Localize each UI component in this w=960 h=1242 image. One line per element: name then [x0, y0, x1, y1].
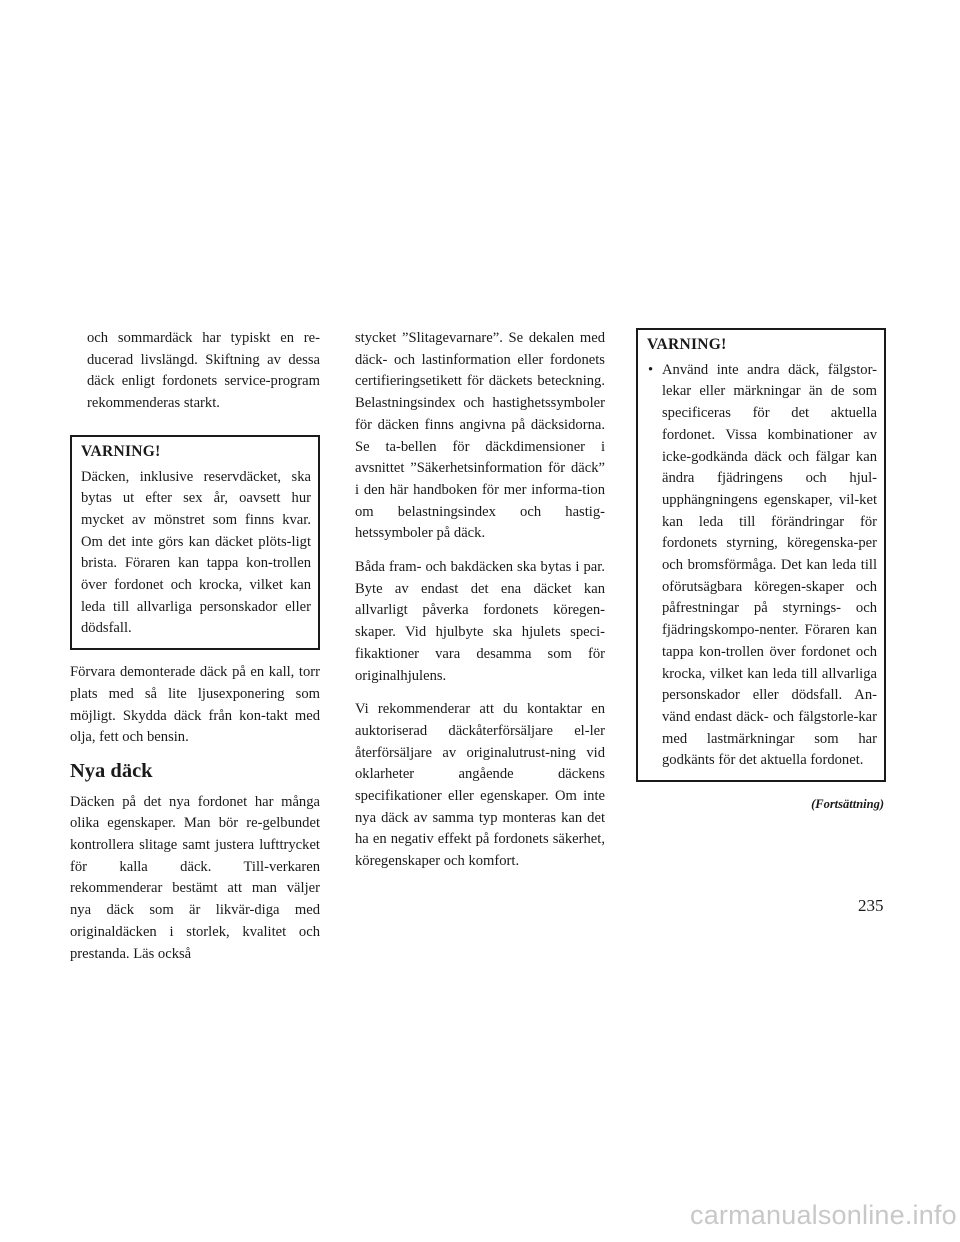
warning-text: Däcken, inklusive reservdäcket, ska bytas ut efter sex år, oavsett hur mycket av mönstret som finns kvar. Om det inte görs kan däcket plöts-ligt brista. Föraren kan tappa kon-trollen över fordonet och krocka, vilket kan leda till allvarliga personskador eller dödsfall. — [81, 468, 311, 637]
continued-label: (Fortsättning) — [811, 797, 884, 812]
page-number: 235 — [858, 896, 884, 915]
watermark: carmanualsonline.info — [690, 1200, 957, 1230]
intro-paragraph: och sommardäck har typiskt en re-ducerad livslängd. Skiftning av dessa däck enligt fordonets service-program rekommenderas starkt. — [87, 330, 320, 412]
section-heading-new-tires: Nya däck — [70, 759, 153, 782]
column-right — [636, 328, 886, 816]
warning-list — [647, 360, 877, 772]
warning-list-item-text: Använd inte andra däck, fälgstor-lekar eller märkningar än de som specificeras för det aktuella fordonet. Vissa kombinationer av icke-godkända däck och fälgar kan ändra fjädringens och hjul-upphängningens egenskaper, vil-ket kan leda till förändringar för fordonets styrning, köregenska-per och bromsförmåga. Det kan leda till oförutsägbara köregen-skaper och påfrestningar på styrnings- och fjädringskompo-nenter. Föraren kan tappa kon-trollen över fordonet och krocka, vilket kan leda till allvarliga personskador eller dödsfall. An-vänd endast däck- och fälgstorle-kar med lastmärkningar som har godkänts för det aktuella fordonet. — [662, 361, 877, 769]
dealer-recommendation-paragraph: Vi rekommenderar att du kontaktar en auktoriserad däckåterförsäljare el-ler återförsäljare av originalutrust-ning vid oklarheter angående däckens specifikationer eller egenskaper. Om inte nya däck av samma typ monteras kan det ha en negativ effekt på fordonets säkerhet, köregenskaper och komfort. — [355, 701, 605, 870]
intro-paragraph-block — [70, 328, 320, 415]
pair-replacement-paragraph: Båda fram- och bakdäcken ska bytas i par. Byte av endast det ena däcket kan allvarligt påverka fordonets köregen-skaper. Vid hjulbyte ska hjulets speci-fikaktioner vara desamma som för originalhjulens. — [355, 559, 605, 684]
warning-title: VARNING! — [647, 336, 727, 353]
warning-box-tire-age — [70, 435, 320, 650]
storage-paragraph: Förvara demonterade däck på en kall, torr plats med så lite ljusexponering som möjligt. Skydda däck från kon-takt med olja, fett och bensin. — [70, 664, 320, 746]
tread-indicator-paragraph: stycket ”Slitagevarnare”. Se dekalen med däck- och lastinformation eller fordonets certifieringsetikett för däckets beteckning. Belastningsindex och hastighetssymboler för däcken finns angivna på däcksidorna. Se ta-bellen för däckdimensioner i avsnittet ”Säkerhetsinformation för däck” i den här handboken för mer informa-tion om belastningsindex och hastig-hetssymboler på däck. — [355, 330, 605, 542]
column-middle — [355, 328, 605, 885]
warning-title: VARNING! — [81, 442, 161, 460]
bullet-icon: • — [648, 361, 654, 378]
warning-box-tire-sizes — [636, 328, 886, 782]
column-left — [70, 328, 320, 977]
warning-list-item — [647, 360, 877, 772]
new-tires-paragraph: Däcken på det nya fordonet har många olika egenskaper. Man bör re-gelbundet kontrollera slitage samt justera lufttrycket för kalla däck. Till-verkaren rekommenderar bestämt att man väljer nya däck som är likvär-diga med originaldäcken i storlek, kvalitet och prestanda. Läs också — [70, 793, 320, 962]
